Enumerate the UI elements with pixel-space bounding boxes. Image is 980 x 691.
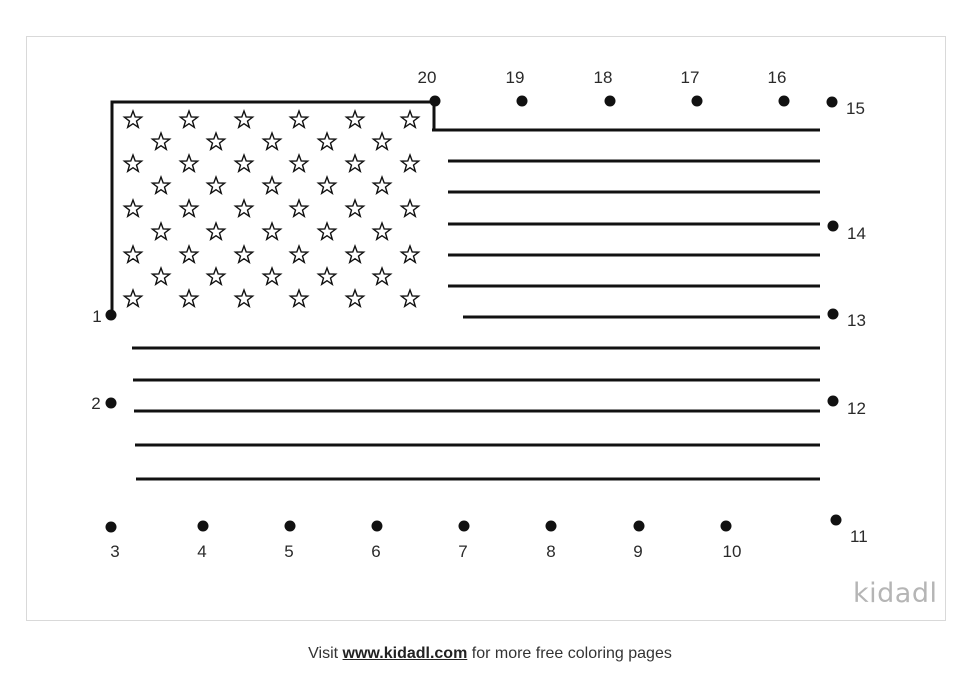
dot-5 <box>285 521 296 532</box>
star-outline-icon <box>263 133 280 149</box>
dot-label-20: 20 <box>417 68 437 87</box>
star-outline-icon <box>346 200 363 216</box>
dot-14 <box>828 221 839 232</box>
dot-1 <box>106 310 117 321</box>
star-outline-icon <box>290 155 307 171</box>
dot-label-8: 8 <box>546 542 556 561</box>
star-outline-icon <box>207 223 224 239</box>
star-outline-icon <box>318 223 335 239</box>
star-outline-icon <box>124 155 141 171</box>
dot-16 <box>779 96 790 107</box>
star-outline-icon <box>207 177 224 193</box>
dot-label-1: 1 <box>92 307 102 326</box>
dot-label-15: 15 <box>846 99 865 118</box>
dot-2 <box>106 398 117 409</box>
dot-10 <box>721 521 732 532</box>
dot-11 <box>831 515 842 526</box>
star-outline-icon <box>235 111 252 127</box>
star-outline-icon <box>124 111 141 127</box>
star-outline-icon <box>235 200 252 216</box>
dot-15 <box>827 97 838 108</box>
footer-prefix: Visit <box>308 645 343 662</box>
star-outline-icon <box>290 290 307 306</box>
star-outline-icon <box>401 111 418 127</box>
star-outline-icon <box>180 200 197 216</box>
dot-label-16: 16 <box>767 68 787 87</box>
star-outline-icon <box>180 246 197 262</box>
footer-text <box>0 645 980 663</box>
star-outline-icon <box>207 268 224 284</box>
dot-9 <box>634 521 645 532</box>
star-outline-icon <box>152 268 169 284</box>
dot-label-2: 2 <box>91 394 101 413</box>
star-outline-icon <box>124 246 141 262</box>
star-outline-icon <box>346 111 363 127</box>
star-outline-icon <box>346 246 363 262</box>
dot-19 <box>517 96 528 107</box>
dot-label-14: 14 <box>847 224 866 243</box>
dot-13 <box>828 309 839 320</box>
kidadl-logo: kidadl <box>853 578 938 609</box>
canton-outline <box>112 102 450 316</box>
numbered-dots <box>91 68 867 561</box>
star-outline-icon <box>180 155 197 171</box>
star-outline-icon <box>235 246 252 262</box>
star-outline-icon <box>401 246 418 262</box>
dot-label-18: 18 <box>593 68 613 87</box>
dot-label-17: 17 <box>680 68 700 87</box>
star-outline-icon <box>263 223 280 239</box>
dot-20 <box>430 96 441 107</box>
dot-3 <box>106 522 117 533</box>
dot-label-12: 12 <box>847 399 866 418</box>
star-outline-icon <box>180 290 197 306</box>
dot-8 <box>546 521 557 532</box>
star-outline-icon <box>124 200 141 216</box>
dot-12 <box>828 396 839 407</box>
star-outline-icon <box>318 133 335 149</box>
star-outline-icon <box>318 268 335 284</box>
star-outline-icon <box>401 200 418 216</box>
flag-stripes <box>132 130 820 479</box>
dot-label-5: 5 <box>284 542 294 561</box>
star-outline-icon <box>290 111 307 127</box>
star-outline-icon <box>373 223 390 239</box>
dot-18 <box>605 96 616 107</box>
dot-label-19: 19 <box>505 68 525 87</box>
star-outline-icon <box>401 290 418 306</box>
dot-label-4: 4 <box>197 542 207 561</box>
dot-7 <box>459 521 470 532</box>
star-outline-icon <box>124 290 141 306</box>
dot-label-3: 3 <box>110 542 120 561</box>
dot-17 <box>692 96 703 107</box>
star-outline-icon <box>235 290 252 306</box>
dot-4 <box>198 521 209 532</box>
star-outline-icon <box>152 223 169 239</box>
star-outline-icon <box>290 246 307 262</box>
star-outline-icon <box>346 290 363 306</box>
star-outline-icon <box>373 268 390 284</box>
dot-label-9: 9 <box>633 542 643 561</box>
star-outline-icon <box>152 177 169 193</box>
star-outline-icon <box>207 133 224 149</box>
star-outline-icon <box>235 155 252 171</box>
star-outline-icon <box>180 111 197 127</box>
dot-label-13: 13 <box>847 311 866 330</box>
star-outline-icon <box>263 177 280 193</box>
star-outline-icon <box>346 155 363 171</box>
star-outline-icon <box>263 268 280 284</box>
footer-suffix: for more free coloring pages <box>467 645 672 662</box>
canton-stars <box>124 111 418 306</box>
star-outline-icon <box>373 133 390 149</box>
dot-6 <box>372 521 383 532</box>
dot-label-6: 6 <box>371 542 381 561</box>
dot-label-7: 7 <box>458 542 468 561</box>
star-outline-icon <box>401 155 418 171</box>
star-outline-icon <box>318 177 335 193</box>
star-outline-icon <box>290 200 307 216</box>
dot-label-11: 11 <box>850 527 868 546</box>
star-outline-icon <box>152 133 169 149</box>
dot-label-10: 10 <box>722 542 742 561</box>
star-outline-icon <box>373 177 390 193</box>
kidadl-link[interactable]: www.kidadl.com <box>342 645 468 662</box>
